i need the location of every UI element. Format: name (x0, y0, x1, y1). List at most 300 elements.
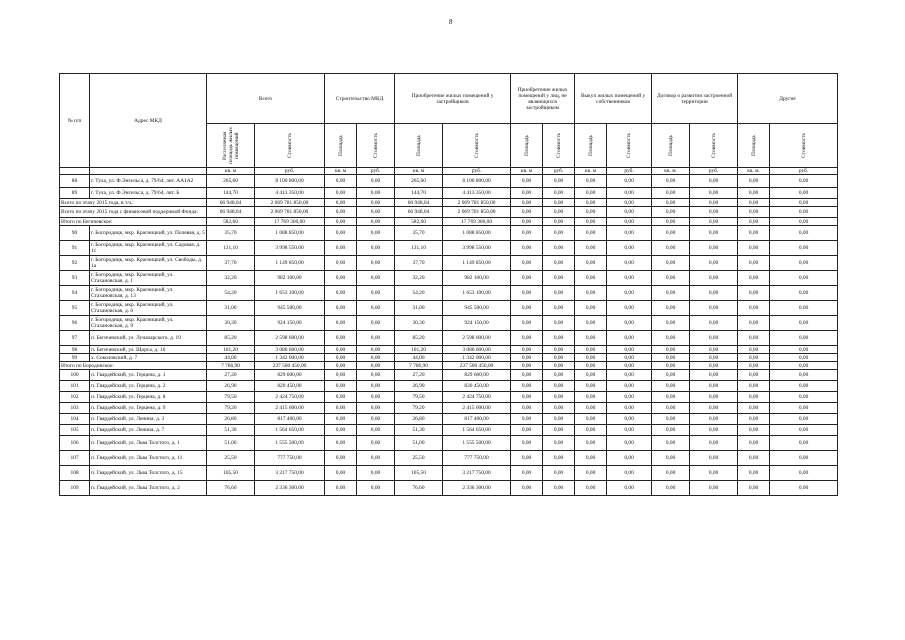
cost-cell: 0,00 (770, 381, 838, 392)
header-acquire-nondevelopers: Приобретение жилых помещений у лиц, не являющихся застройщиком (511, 74, 575, 124)
table-row (60, 271, 838, 286)
unit-sqm: кв. м (207, 168, 255, 175)
cost-cell: 0,00 (607, 381, 652, 392)
summary-row (60, 207, 838, 218)
area-cell: 51,30 (207, 425, 255, 436)
table-row (60, 392, 838, 403)
cost-cell: 0,00 (607, 362, 652, 370)
cost-cell: 0,00 (543, 425, 575, 436)
row-address: п. Гвардейский, ул. Льва Толстого, д. 1 (90, 436, 207, 451)
unit-rub: руб. (690, 168, 738, 175)
cost-cell: 0,00 (690, 218, 738, 226)
table-row (60, 403, 838, 414)
area-cell: 0,00 (652, 256, 690, 271)
cost-cell: 0,00 (690, 346, 738, 354)
cost-cell: 0,00 (357, 481, 395, 496)
row-number: 105 (60, 425, 90, 436)
cost-cell: 0,00 (357, 241, 395, 256)
area-cell: 0,00 (738, 381, 770, 392)
area-cell: 0,00 (575, 199, 607, 207)
cost-cell: 1 555 500,00 (443, 436, 511, 451)
area-cell: 66 948,04 (395, 199, 443, 207)
cost-cell: 0,00 (770, 466, 838, 481)
row-address: п. Гвардейский, ул. Герцена, д. 8 (90, 392, 207, 403)
cost-cell: 0,00 (607, 301, 652, 316)
cost-cell: 0,00 (543, 331, 575, 346)
cost-cell: 0,00 (770, 346, 838, 354)
area-cell: 0,00 (738, 188, 770, 199)
area-cell: 0,00 (325, 481, 357, 496)
area-cell: 76,60 (207, 481, 255, 496)
unit-rub: руб. (357, 168, 395, 175)
cost-cell: 0,00 (357, 466, 395, 481)
area-cell: 0,00 (652, 241, 690, 256)
row-address: г. Богородицк, мкр. Красницкий, ул. Свободы, д. 1а (90, 256, 207, 271)
cost-cell: 0,00 (770, 425, 838, 436)
area-cell: 0,00 (652, 403, 690, 414)
area-cell: 0,00 (652, 218, 690, 226)
cost-cell: 0,00 (543, 370, 575, 381)
area-cell: 0,00 (325, 241, 357, 256)
unit-sqm: кв. м (395, 168, 443, 175)
row-address: п. Гвардейский, ул. Льва Толстого, д. 11 (90, 451, 207, 466)
cost-cell: 4 413 350,00 (443, 188, 511, 199)
cost-cell: 777 750,00 (443, 451, 511, 466)
row-number: 99 (60, 354, 90, 362)
cost-cell: 1 088 850,00 (443, 226, 511, 241)
subheader-area: Площадь (652, 124, 690, 168)
area-cell: 131,10 (395, 241, 443, 256)
row-number: 98 (60, 346, 90, 354)
cost-cell: 3 998 550,00 (255, 241, 325, 256)
area-cell: 0,00 (575, 403, 607, 414)
cost-cell: 829 600,00 (443, 370, 511, 381)
area-cell: 0,00 (325, 370, 357, 381)
area-cell: 0,00 (325, 451, 357, 466)
row-address: п. Бегичевский, ул. Щорса, д. 16 (90, 346, 207, 354)
area-cell: 0,00 (511, 331, 543, 346)
cost-cell: 0,00 (357, 218, 395, 226)
cost-cell: 2 336 300,00 (443, 481, 511, 496)
cost-cell: 237 500 450,00 (255, 362, 325, 370)
area-cell: 66 948,04 (395, 207, 443, 218)
cost-cell: 17 769 300,00 (443, 218, 511, 226)
area-cell: 26,80 (207, 414, 255, 425)
cost-cell: 0,00 (770, 199, 838, 207)
cost-cell: 1 342 000,00 (255, 354, 325, 362)
area-cell: 37,70 (207, 256, 255, 271)
cost-cell: 8 100 800,00 (255, 175, 325, 188)
cost-cell: 0,00 (543, 301, 575, 316)
row-address: г. Богородицк, мкр. Красницкий, ул. Стахановская, д. 1 (90, 271, 207, 286)
area-cell: 0,00 (738, 199, 770, 207)
cost-cell: 1 564 650,00 (443, 425, 511, 436)
area-cell: 0,00 (511, 425, 543, 436)
area-cell: 0,00 (738, 403, 770, 414)
area-cell: 79,50 (395, 392, 443, 403)
area-cell: 0,00 (325, 271, 357, 286)
cost-cell: 0,00 (357, 331, 395, 346)
area-cell: 0,00 (652, 316, 690, 331)
cost-cell: 0,00 (770, 241, 838, 256)
area-cell: 51,00 (207, 436, 255, 451)
area-cell: 7 786,90 (207, 362, 255, 370)
cost-cell: 2 336 300,00 (255, 481, 325, 496)
unit-sqm: кв. м. (652, 168, 690, 175)
header-other: Другие (738, 74, 838, 124)
cost-cell: 2 598 600,00 (255, 331, 325, 346)
row-number: 97 (60, 331, 90, 346)
cost-cell: 0,00 (607, 241, 652, 256)
area-cell: 0,00 (738, 354, 770, 362)
cost-cell: 982 100,00 (255, 271, 325, 286)
area-cell: 31,00 (207, 301, 255, 316)
area-cell: 0,00 (511, 218, 543, 226)
cost-cell: 0,00 (607, 392, 652, 403)
cost-cell: 0,00 (543, 346, 575, 354)
table-row (60, 175, 838, 188)
row-address: г. Богородицк, мкр. Красницкий, ул. Стахановская, д. 13 (90, 286, 207, 301)
subheader-area: Площадь (511, 124, 543, 168)
cost-cell: 0,00 (690, 256, 738, 271)
area-cell: 0,00 (652, 436, 690, 451)
table-row (60, 188, 838, 199)
cost-cell: 0,00 (357, 175, 395, 188)
area-cell: 0,00 (325, 286, 357, 301)
row-address: г. Тула, ул. Ф.Энгельса, д. 79/64, лит. Б (90, 188, 207, 199)
area-cell: 0,00 (652, 414, 690, 425)
area-cell: 26,90 (207, 381, 255, 392)
cost-cell: 0,00 (770, 392, 838, 403)
area-cell: 51,30 (395, 425, 443, 436)
area-cell: 76,60 (395, 481, 443, 496)
area-cell: 35,70 (395, 226, 443, 241)
cost-cell: 0,00 (607, 226, 652, 241)
cost-cell: 0,00 (357, 425, 395, 436)
area-cell: 0,00 (738, 466, 770, 481)
cost-cell: 4 413 350,00 (255, 188, 325, 199)
cost-cell: 0,00 (770, 271, 838, 286)
cost-cell: 1 342 000,00 (443, 354, 511, 362)
unit-sqm: кв. м (325, 168, 357, 175)
area-cell: 0,00 (652, 301, 690, 316)
cost-cell: 817 400,00 (255, 414, 325, 425)
area-cell: 0,00 (511, 354, 543, 362)
row-address: п. Бегичевский, ул. Луначарского, д. 19 (90, 331, 207, 346)
subheader-cost: Стоимость (607, 124, 652, 168)
area-cell: 582,60 (207, 218, 255, 226)
unit-rub: руб. (443, 168, 511, 175)
table-body (60, 175, 838, 496)
area-cell: 105,50 (207, 466, 255, 481)
cost-cell: 0,00 (607, 256, 652, 271)
table-row (60, 451, 838, 466)
table-row (60, 331, 838, 346)
cost-cell: 0,00 (690, 466, 738, 481)
cost-cell: 0,00 (770, 226, 838, 241)
cost-cell: 0,00 (690, 362, 738, 370)
area-cell: 0,00 (575, 436, 607, 451)
cost-cell: 0,00 (690, 451, 738, 466)
subheader-cost: Стоимость (543, 124, 575, 168)
cost-cell: 2 424 750,00 (443, 392, 511, 403)
cost-cell: 0,00 (770, 481, 838, 496)
header-construction: Строительство МКД (325, 74, 395, 124)
cost-cell: 0,00 (607, 218, 652, 226)
area-cell: 85,20 (395, 331, 443, 346)
cost-cell: 0,00 (690, 403, 738, 414)
cost-cell: 0,00 (770, 436, 838, 451)
area-cell: 0,00 (325, 362, 357, 370)
cost-cell: 237 500 450,00 (443, 362, 511, 370)
area-cell: 37,70 (395, 256, 443, 271)
cost-cell: 0,00 (607, 207, 652, 218)
table-row (60, 425, 838, 436)
cost-cell: 2 069 781 850,00 (443, 207, 511, 218)
header-total: Всего (207, 74, 325, 124)
cost-cell: 0,00 (770, 207, 838, 218)
area-cell: 0,00 (738, 331, 770, 346)
cost-cell: 0,00 (770, 370, 838, 381)
area-cell: 0,00 (575, 301, 607, 316)
cost-cell: 0,00 (543, 414, 575, 425)
area-cell: 0,00 (325, 199, 357, 207)
cost-cell: 0,00 (357, 362, 395, 370)
table-row (60, 256, 838, 271)
cost-cell: 924 150,00 (255, 316, 325, 331)
cost-cell: 0,00 (607, 271, 652, 286)
unit-rub: руб. (607, 168, 652, 175)
area-cell: 0,00 (511, 403, 543, 414)
table-row (60, 286, 838, 301)
area-cell: 25,50 (207, 451, 255, 466)
area-cell: 0,00 (575, 481, 607, 496)
cost-cell: 0,00 (690, 331, 738, 346)
subheader-cost: Стоимость (255, 124, 325, 168)
area-cell: 0,00 (325, 207, 357, 218)
table-row (60, 466, 838, 481)
table-row (60, 481, 838, 496)
unit-rub: руб. (543, 168, 575, 175)
row-number: 102 (60, 392, 90, 403)
area-cell: 105,50 (395, 466, 443, 481)
area-cell: 0,00 (575, 370, 607, 381)
area-cell: 0,00 (575, 354, 607, 362)
row-number: 109 (60, 481, 90, 496)
area-cell: 30,30 (395, 316, 443, 331)
cost-cell: 0,00 (543, 392, 575, 403)
table-row (60, 301, 838, 316)
area-cell: 0,00 (325, 466, 357, 481)
subheader-cost: Стоимость (770, 124, 838, 168)
area-cell: 144,70 (395, 188, 443, 199)
cost-cell: 2 424 750,00 (255, 392, 325, 403)
area-cell: 0,00 (325, 392, 357, 403)
cost-cell: 0,00 (607, 346, 652, 354)
cost-cell: 0,00 (357, 392, 395, 403)
area-cell: 265,60 (395, 175, 443, 188)
area-cell: 79,50 (207, 392, 255, 403)
row-number: 94 (60, 286, 90, 301)
area-cell: 0,00 (575, 286, 607, 301)
cost-cell: 0,00 (607, 466, 652, 481)
subheader-area: Площадь (325, 124, 357, 168)
cost-cell: 777 750,00 (255, 451, 325, 466)
area-cell: 0,00 (511, 381, 543, 392)
cost-cell: 0,00 (607, 425, 652, 436)
area-cell: 0,00 (511, 481, 543, 496)
area-cell: 0,00 (325, 354, 357, 362)
area-cell: 0,00 (575, 188, 607, 199)
cost-cell: 0,00 (357, 346, 395, 354)
area-cell: 0,00 (325, 316, 357, 331)
summary-label: Итого по Бородинское: (60, 362, 207, 370)
cost-cell: 0,00 (607, 403, 652, 414)
cost-cell: 0,00 (690, 241, 738, 256)
summary-row (60, 218, 838, 226)
row-number: 100 (60, 370, 90, 381)
area-cell: 0,00 (652, 392, 690, 403)
area-cell: 0,00 (738, 481, 770, 496)
row-number: 106 (60, 436, 90, 451)
area-cell: 131,10 (207, 241, 255, 256)
area-cell: 265,60 (207, 175, 255, 188)
row-address: п. Гвардейский, ул. Герцена, д. 2 (90, 381, 207, 392)
cost-cell: 0,00 (607, 451, 652, 466)
cost-cell: 0,00 (607, 414, 652, 425)
header-agreement: Договор о развитии застроенной территории (652, 74, 738, 124)
area-cell: 0,00 (325, 188, 357, 199)
cost-cell: 2 069 781 850,00 (443, 199, 511, 207)
cost-cell: 0,00 (357, 316, 395, 331)
area-cell: 0,00 (652, 175, 690, 188)
cost-cell: 0,00 (690, 370, 738, 381)
area-cell: 0,00 (738, 316, 770, 331)
area-cell: 0,00 (511, 451, 543, 466)
area-cell: 26,80 (395, 414, 443, 425)
area-cell: 0,00 (325, 403, 357, 414)
area-cell: 85,20 (207, 331, 255, 346)
area-cell: 0,00 (575, 381, 607, 392)
area-cell: 0,00 (738, 301, 770, 316)
row-number: 95 (60, 301, 90, 316)
area-cell: 0,00 (738, 226, 770, 241)
area-cell: 66 948,04 (207, 207, 255, 218)
subheader-cost: Стоимость (357, 124, 395, 168)
cost-cell: 1 555 500,00 (255, 436, 325, 451)
cost-cell: 0,00 (770, 403, 838, 414)
cost-cell: 0,00 (543, 199, 575, 207)
cost-cell: 3 086 600,00 (443, 346, 511, 354)
area-cell: 0,00 (575, 362, 607, 370)
cost-cell: 3 217 750,00 (443, 466, 511, 481)
cost-cell: 0,00 (543, 362, 575, 370)
area-cell: 27,20 (395, 370, 443, 381)
area-cell: 0,00 (511, 316, 543, 331)
cost-cell: 0,00 (690, 271, 738, 286)
area-cell: 32,20 (207, 271, 255, 286)
cost-cell: 2 598 600,00 (443, 331, 511, 346)
cost-cell: 820 450,00 (255, 381, 325, 392)
cost-cell: 0,00 (357, 301, 395, 316)
cost-cell: 0,00 (690, 425, 738, 436)
subheader-cost: Стоимость (443, 124, 511, 168)
cost-cell: 1 653 100,00 (443, 286, 511, 301)
cost-cell: 0,00 (357, 436, 395, 451)
area-cell: 0,00 (325, 425, 357, 436)
area-cell: 0,00 (511, 226, 543, 241)
area-cell: 0,00 (325, 414, 357, 425)
area-cell: 0,00 (738, 286, 770, 301)
area-cell: 26,90 (395, 381, 443, 392)
cost-cell: 0,00 (543, 241, 575, 256)
cost-cell: 0,00 (690, 392, 738, 403)
area-cell: 0,00 (652, 362, 690, 370)
row-number: 92 (60, 256, 90, 271)
area-cell: 0,00 (575, 241, 607, 256)
unit-sqm: кв. м. (738, 168, 770, 175)
row-address: п. Гвардейский, ул. Льва Толстого, д. 15 (90, 466, 207, 481)
row-number: 90 (60, 226, 90, 241)
area-cell: 0,00 (575, 175, 607, 188)
unit-sqm: кв. м (511, 168, 543, 175)
area-cell: 0,00 (652, 381, 690, 392)
area-cell: 0,00 (325, 331, 357, 346)
area-cell: 0,00 (325, 218, 357, 226)
cost-cell: 0,00 (543, 354, 575, 362)
header-address: Адрес МКД (90, 74, 207, 168)
area-cell: 79,20 (395, 403, 443, 414)
page-number: 8 (449, 18, 453, 26)
area-cell: 35,70 (207, 226, 255, 241)
row-number: 91 (60, 241, 90, 256)
cost-cell: 982 100,00 (443, 271, 511, 286)
cost-cell: 0,00 (690, 188, 738, 199)
subheader-cost: Стоимость (690, 124, 738, 168)
units-cell (90, 168, 207, 175)
cost-cell: 3 086 600,00 (255, 346, 325, 354)
cost-cell: 8 100 800,00 (443, 175, 511, 188)
area-cell: 0,00 (652, 331, 690, 346)
area-cell: 0,00 (652, 271, 690, 286)
cost-cell: 2 415 600,00 (255, 403, 325, 414)
subheader-settled-area: Расселяемая площадь жилых помещений (207, 124, 255, 168)
cost-cell: 0,00 (690, 436, 738, 451)
cost-cell: 817 400,00 (443, 414, 511, 425)
area-cell: 0,00 (738, 241, 770, 256)
area-cell: 0,00 (575, 331, 607, 346)
area-cell: 0,00 (575, 256, 607, 271)
area-cell: 0,00 (511, 256, 543, 271)
table-row (60, 346, 838, 354)
area-cell: 0,00 (575, 466, 607, 481)
cost-cell: 0,00 (607, 286, 652, 301)
cost-cell: 0,00 (770, 188, 838, 199)
cost-cell: 0,00 (690, 354, 738, 362)
area-cell: 101,20 (207, 346, 255, 354)
cost-cell: 1 088 850,00 (255, 226, 325, 241)
summary-row (60, 362, 838, 370)
cost-cell: 0,00 (690, 199, 738, 207)
cost-cell: 829 600,00 (255, 370, 325, 381)
area-cell: 0,00 (511, 188, 543, 199)
area-cell: 0,00 (511, 392, 543, 403)
area-cell: 25,50 (395, 451, 443, 466)
cost-cell: 0,00 (607, 481, 652, 496)
row-address: г. Богородицк, мкр. Красницкий, ул. Стахановская, д. 9 (90, 316, 207, 331)
cost-cell: 0,00 (543, 256, 575, 271)
cost-cell: 0,00 (543, 451, 575, 466)
